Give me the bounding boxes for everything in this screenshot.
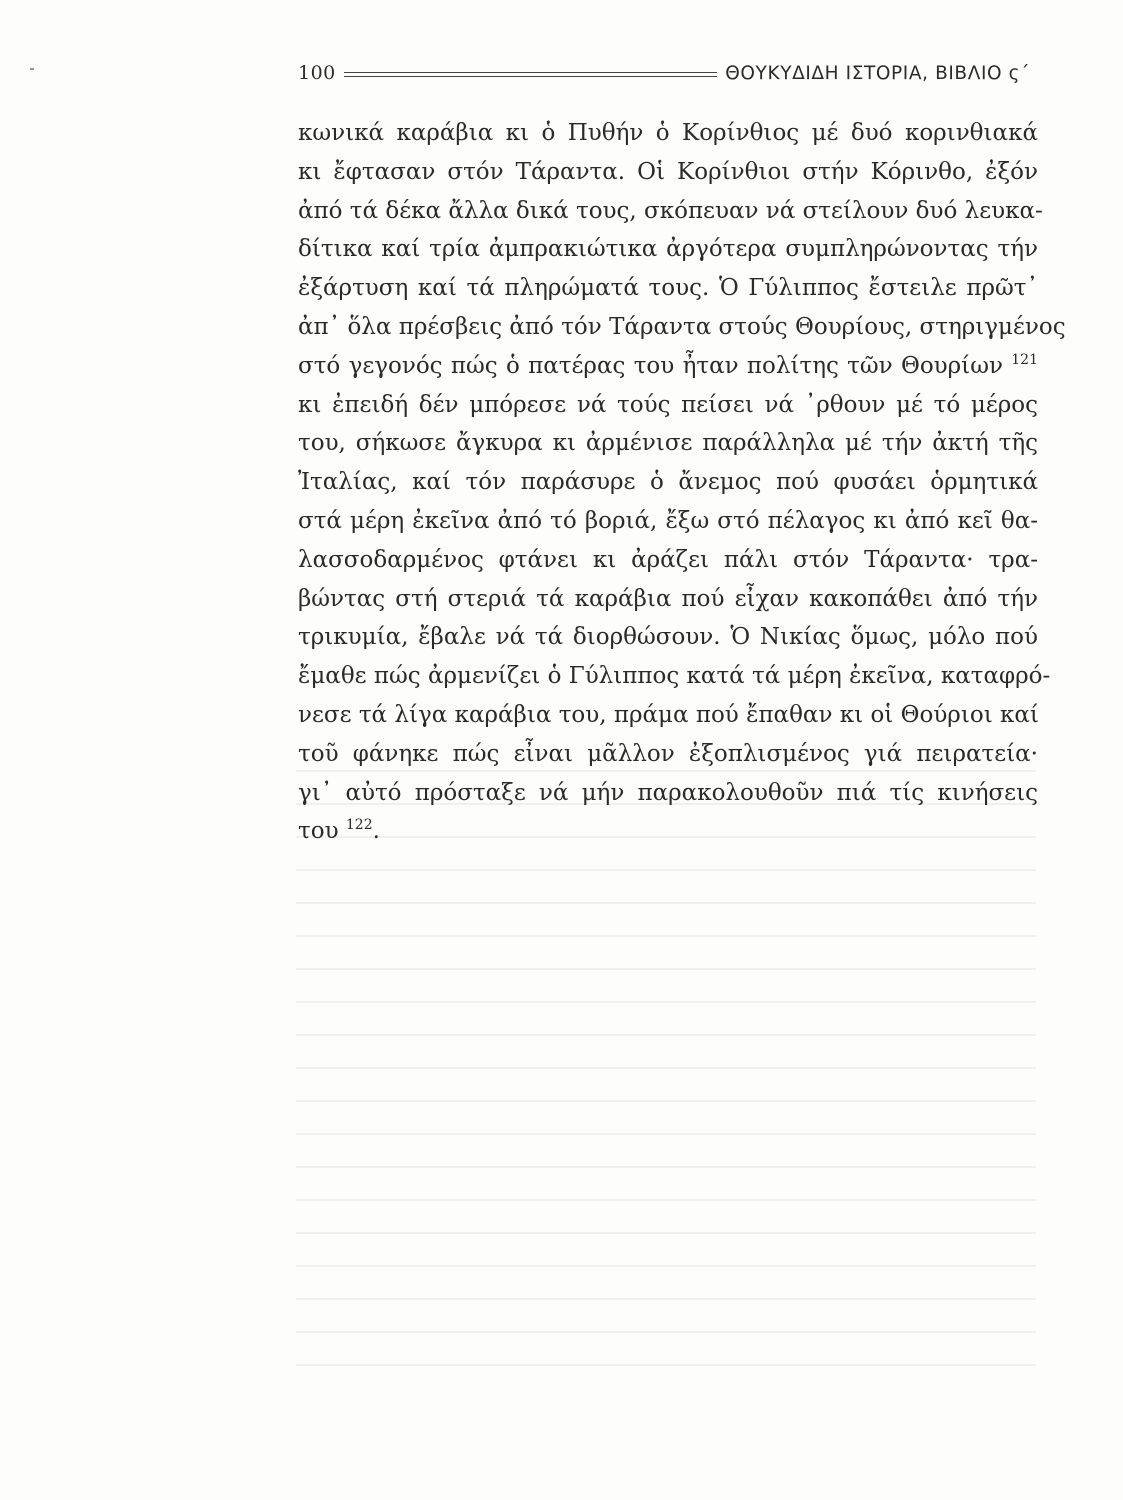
text-line: λασσοδαρμένος φτάνει κι ἀράζει πάλι στόν Τάραντα· τρα- [298, 546, 1038, 573]
show-through-text [296, 770, 1036, 1410]
text-line [298, 347, 1038, 386]
final-period: . [372, 818, 380, 845]
text-line-last [298, 812, 1038, 851]
text-line: τρικυμία, ἔβαλε νά τά διορθώσουν. Ὁ Νικίας ὅμως, μόλο πού [298, 624, 1038, 651]
text-line: νεσε τά λίγα καράβια του, πράμα πού ἔπαθαν κι οἱ Θούριοι καί [298, 701, 1039, 728]
text-line: κωνικά καράβια κι ὁ Πυθήν ὁ Κορίνθιος μέ δυό κορινθιακά [298, 120, 1038, 146]
text-line: τοῦ φάνηκε πώς εἶναι μᾶλλον ἐξοπλισμένος γιά πειρατεία· [298, 740, 1038, 767]
footnote-ref-122: 122 [345, 817, 373, 834]
text-line: στά μέρη ἐκεῖνα ἀπό τό βοριά, ἔξω στό πέλαγος κι ἀπό κεῖ θα- [298, 507, 1038, 534]
text-line-content: στό γεγονός πώς ὁ πατέρας του ἦταν πολίτης τῶν Θουρίων [298, 352, 1003, 379]
footnote-ref-121: 121 [1011, 351, 1038, 368]
main-text [298, 114, 1066, 851]
page-number: 100 [298, 62, 336, 84]
text-line: κι ἐπειδή δέν μπόρεσε νά τούς πείσει νά ᾽ρθουν μέ τό μέρος [298, 391, 1038, 418]
text-line: του, σήκωσε ἄγκυρα κι ἀρμένισε παράλληλα μέ τήν ἀκτή τῆς [298, 430, 1038, 457]
text-line: ἐξάρτυση καί τά πληρώματά τους. Ὁ Γύλιππος ἔστειλε πρῶτ᾽ [298, 275, 1038, 302]
scan-speck [30, 68, 34, 70]
text-line: Ἰταλίας, καί τόν παράσυρε ὁ ἄνεμος πού φυσάει ὁρμητικά [298, 469, 1038, 496]
running-title: ΘΟΥΚΥΔΙΔΗ ΙΣΤΟΡΙΑ, ΒΙΒΛΙΟ ς΄ [725, 62, 1030, 84]
text-line: ἔμαθε πώς ἀρμενίζει ὁ Γύλιππος κατά τά μέρη ἐκεῖνα, καταφρό- [298, 663, 1051, 690]
text-line: δίτικα καί τρία ἀμπρακιώτικα ἀργότερα συμπληρώνοντας τήν [298, 236, 1038, 263]
text-line: ἀπό τά δέκα ἄλλα δικά τους, σκόπευαν νά στείλουν δυό λευκα- [298, 197, 1043, 224]
text-line: κι ἔφτασαν στόν Τάραντα. Οἱ Κορίνθιοι στήν Κόρινθο, ἐξόν [298, 158, 1038, 185]
text-line: βώντας στή στεριά τά καράβια πού εἶχαν κακοπάθει ἀπό τήν [298, 585, 1038, 612]
running-header [298, 58, 1030, 88]
text-line: γι᾽ αὐτό πρόσταξε νά μήν παρακολουθοῦν πιά τίς κινήσεις [298, 779, 1038, 806]
text-line-content: του [298, 818, 339, 845]
text-line: ἀπ᾽ ὅλα πρέσβεις ἀπό τόν Τάραντα στούς Θουρίους, στηριγμένος [298, 313, 1066, 340]
header-rule [344, 72, 717, 77]
